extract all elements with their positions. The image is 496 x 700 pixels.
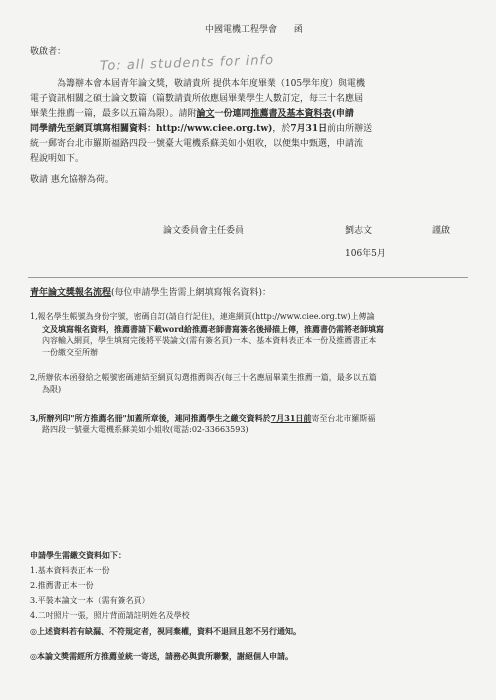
body-line-3-bold: 一份連同 — [214, 109, 251, 119]
body-line-3-text: 畢業生推薦一篇，最多以五篇為限）。請附 — [30, 109, 197, 119]
signature-date: 106年5月 — [345, 249, 386, 259]
deadline-date: 7月31日 — [290, 124, 328, 134]
doc-type: 函 — [293, 25, 303, 35]
docs-item-1: 1.基本資料表正本一份 — [30, 566, 110, 575]
docs-item-3: 3.平裝本論文一本（需有簽名頁） — [30, 596, 150, 605]
divider — [28, 277, 468, 278]
step-2-line-1: 2,所辦依本函發給之帳號密碼連結至網頁勾選推薦與否(每三十名應屆畢業生推薦一篇，最多以五篇 — [30, 373, 377, 382]
docs-item-4: 4.二吋照片一張，照片背面請註明姓名及學校 — [30, 611, 190, 620]
step-3-bold: 3,所辦列印"所方推薦名冊"加蓋所章後，連同推薦學生之繳交資料於 — [30, 413, 271, 423]
handwritten-note: To: all students for info — [99, 52, 275, 75]
docs-note-1: ◎上述資料若有缺漏、不符規定者，視同棄權，資料不退回且恕不另行通知。 — [30, 626, 301, 636]
body-line-3 — [30, 108, 354, 121]
process-heading — [30, 287, 271, 300]
body-line-1: 為籌辦本會本屆青年論文獎，敬請貴所 提供本年度畢業（105學年度）與電機 — [57, 79, 366, 89]
step-1-line-2: 文及填寫報名資料，推薦書請下載word給推薦老師書寫簽名後掃描上傳，推薦書仍需將老師填寫 — [42, 324, 385, 334]
org-name: 中國電機工程學會 — [205, 25, 278, 35]
step-1-line-3: 內容輸入網頁，學生填寫完後將平裝論文(需有簽名頁)一本、基本資料表正本一份及推薦書正本 — [42, 336, 377, 345]
body-line-5: 統一郵寄台北市羅斯福路四段一號臺大電機系蘇美如小姐收，以便集中甄選，申請流 — [30, 139, 364, 149]
salutation: 敬啟者： — [30, 47, 67, 57]
step-3-line-2: 路四段一號臺大電機系蘇美如小姐收(電話:02-33663593) — [42, 425, 249, 434]
docs-title: 申請學生需繳交資料如下： — [30, 550, 126, 560]
body-line-6: 程說明如下。 — [30, 154, 85, 164]
body-line-3-bold-2: (申請 — [331, 109, 354, 119]
step-2-line-2: 為限) — [42, 385, 62, 394]
recommendation-underlined: 推薦書及基本資料表 — [250, 109, 332, 119]
signature-committee: 論文委員會主任委員 — [163, 226, 245, 236]
step-3-deadline: 7月31日前 — [270, 413, 312, 423]
process-title: 青年論文獎報名流程 — [30, 288, 112, 298]
body-line-2: 電子資訊相關之碩士論文數篇（篇數請貴所依應屆畢業學生人數訂定，每三十名應屆 — [30, 94, 364, 104]
step-3-tail: 寄至台北市羅斯福 — [311, 414, 376, 423]
header-org — [205, 24, 303, 37]
signature-name: 劉志文 — [345, 226, 373, 236]
body-line-4-mid: ，於 — [272, 124, 291, 134]
docs-note-2: ◎本論文獎需經所方推薦並統一寄送，請務必與貴所聯繫，謝絕個人申請。 — [30, 651, 293, 661]
step-1-line-1: 1,報名學生帳號為身份字號，密碼自訂(請自行記住)，連進網頁(http://www.ciee.org.tw)上傳論 — [30, 312, 375, 321]
body-line-4-tail: 前由所辦送 — [327, 124, 373, 134]
signature-respect: 謹啟 — [432, 226, 451, 236]
docs-item-2: 2.推薦書正本一份 — [30, 581, 94, 590]
closing-line: 敬請 惠允協辦為荷。 — [30, 175, 114, 185]
process-title-note: (每位申請學生皆需上網填寫報名資料)： — [111, 288, 272, 298]
body-line-4 — [30, 123, 372, 136]
step-1-line-4: 一份繳交至所辦 — [42, 348, 98, 357]
thesis-underlined: 論文 — [196, 109, 215, 119]
body-line-4-bold: 同學請先至網頁填寫相關資料：http://www.ciee.org.tw) — [30, 124, 273, 134]
